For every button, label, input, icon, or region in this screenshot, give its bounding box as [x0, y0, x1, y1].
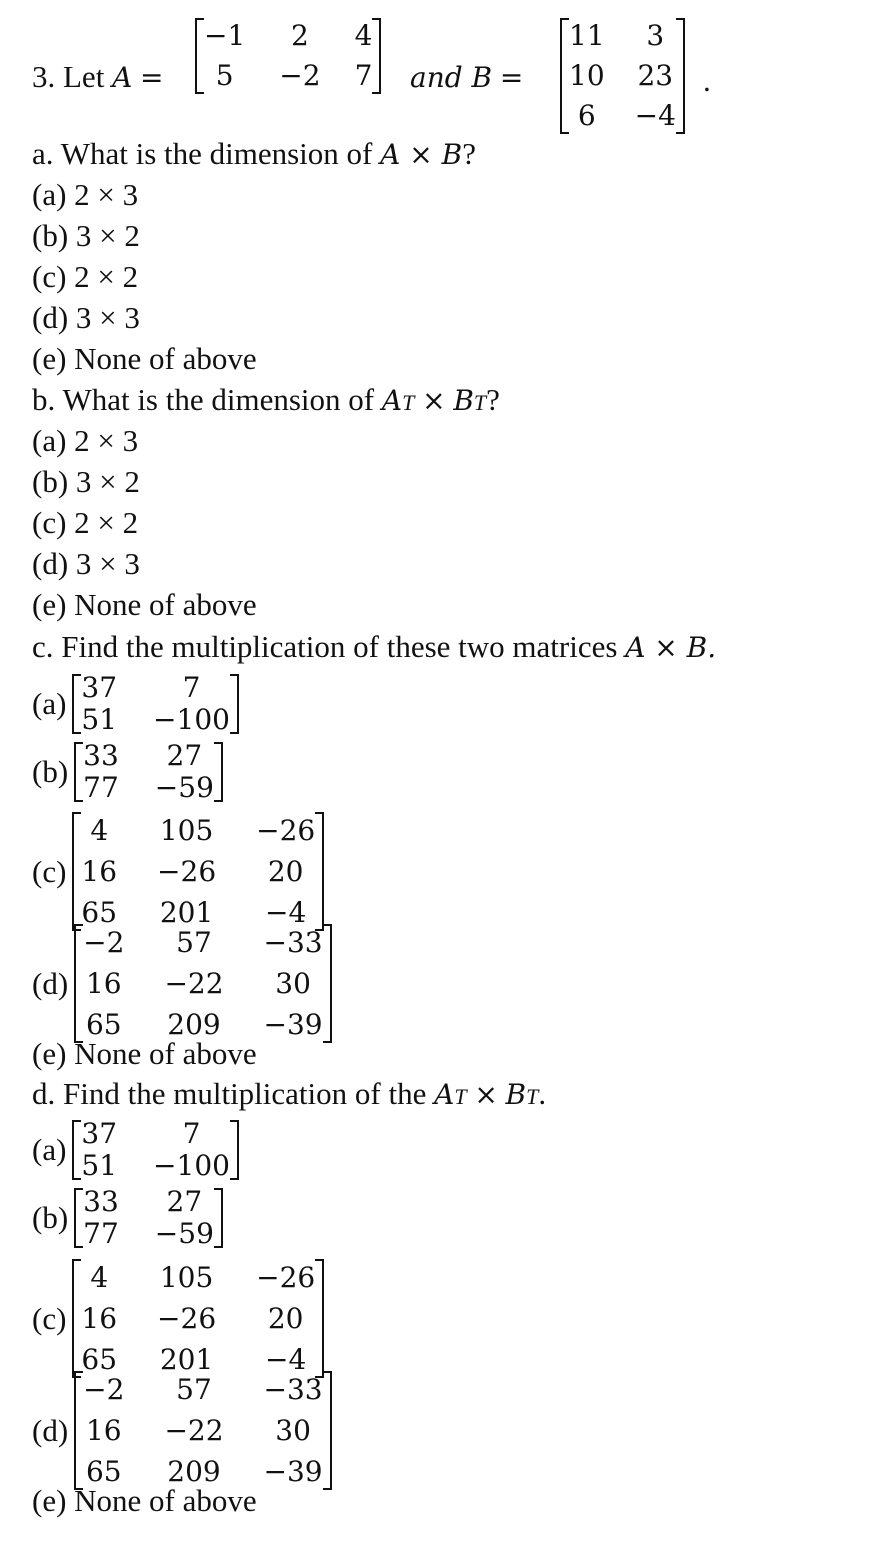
matrix-cell: 20: [267, 855, 304, 888]
matrix-cell: −39: [263, 1008, 323, 1041]
question-b-suffix: ?: [486, 382, 500, 417]
matrix-cell: 51: [81, 1149, 118, 1182]
question-b: [32, 381, 500, 422]
option-c-d-row: [32, 922, 332, 1045]
question-c-text: c. Find the multiplication of these two matrices: [32, 629, 618, 664]
option-c-d-matrix: [74, 922, 331, 1045]
option-c-a-row: [32, 672, 239, 736]
matrix-cell: 65: [85, 1008, 122, 1041]
matrix-cell: 209: [167, 1455, 221, 1488]
question-d-t1: T: [454, 1084, 467, 1109]
matrix-cell: 23: [637, 59, 674, 92]
matrix-cell: 4: [90, 814, 109, 847]
matrix-body: [72, 1257, 324, 1380]
matrix-body: [74, 1369, 331, 1492]
option-c-c-row: [32, 810, 324, 933]
option-b-b: (b) 3 × 2: [32, 464, 140, 499]
matrix-cell: 16: [85, 967, 122, 1000]
option-d-b-row: [32, 1186, 223, 1250]
matrix-cell: 37: [81, 1117, 118, 1150]
matrix-cell: 6: [577, 99, 596, 132]
option-a-e: (e) None of above: [32, 341, 257, 376]
question-d-a: A: [434, 1078, 455, 1111]
problem-intro: [32, 58, 164, 97]
matrix-body: [195, 16, 381, 96]
matrix-cell: −4: [265, 1343, 307, 1376]
option-d-d-matrix: [74, 1369, 331, 1492]
matrix-cell: 7: [354, 59, 373, 92]
matrix-cell: 4: [90, 1261, 109, 1294]
question-d: [32, 1075, 546, 1116]
matrix-cell: 16: [81, 1302, 118, 1335]
question-d-suffix: .: [538, 1076, 547, 1111]
matrix-cell: 201: [159, 896, 214, 929]
matrix-cell: −26: [256, 814, 316, 847]
matrix-cell: −4: [265, 896, 307, 929]
intro-text: 3. Let: [32, 59, 105, 94]
matrix-cell: 77: [83, 771, 119, 804]
matrix-cell: 30: [275, 967, 311, 1000]
question-b-a: A: [381, 384, 403, 417]
matrix-cell: −1: [204, 19, 246, 52]
option-a-b: (b) 3 × 2: [32, 218, 140, 253]
question-a-math: A × B: [380, 138, 463, 171]
matrix-cell: −4: [634, 99, 676, 132]
question-a: [32, 135, 476, 174]
matrix-cell: −26: [256, 1261, 316, 1294]
matrix-cell: 11: [569, 19, 605, 52]
option-d-a-row: [32, 1118, 239, 1182]
option-a-c: (c) 2 × 2: [32, 259, 139, 294]
matrix-cell: −100: [153, 1149, 230, 1182]
matrix-body: [560, 16, 685, 136]
matrix-cell: 20: [267, 1302, 304, 1335]
option-a-d: (d) 3 × 3: [32, 300, 140, 335]
matrix-cell: 33: [83, 739, 119, 772]
matrix-cell: −33: [263, 1373, 323, 1406]
period: .: [703, 63, 711, 98]
matrix-cell: −100: [153, 703, 230, 736]
option-d-a-label: (a): [32, 1132, 67, 1167]
matrix-cell: −39: [263, 1455, 323, 1488]
option-c-b-matrix: [74, 740, 223, 804]
option-c-a-matrix: [72, 672, 239, 736]
matrix-B-def: [560, 16, 685, 136]
question-d-times: ×: [474, 1078, 498, 1111]
option-b-e: (e) None of above: [32, 587, 257, 622]
option-d-c-label: (c): [32, 1300, 67, 1336]
question-b-times: ×: [422, 384, 446, 417]
question-c: [32, 628, 716, 667]
option-c-c-matrix: [72, 810, 324, 933]
matrix-cell: 65: [81, 1343, 118, 1376]
question-d-text: d. Find the multiplication of the: [32, 1076, 427, 1111]
question-b-t2: T: [473, 390, 487, 415]
matrix-cell: 3: [646, 19, 665, 52]
matrix-cell: 2: [291, 19, 309, 52]
option-d-c-row: [32, 1257, 324, 1380]
question-c-math: A × B.: [625, 631, 717, 664]
matrix-cell: 4: [354, 19, 373, 52]
matrix-cell: 65: [81, 896, 118, 929]
matrix-body: [74, 1186, 223, 1250]
option-b-c: (c) 2 × 2: [32, 505, 139, 540]
matrix-cell: 57: [176, 926, 212, 959]
matrix-cell: 16: [85, 1414, 122, 1447]
matrix-cell: 105: [159, 814, 214, 847]
matrix-cell: 5: [215, 59, 234, 92]
matrix-cell: 27: [166, 739, 203, 772]
matrix-cell: 37: [81, 671, 118, 704]
matrix-body: [74, 922, 331, 1045]
matrix-cell: 33: [83, 1185, 119, 1218]
matrix-cell: −2: [83, 1373, 125, 1406]
matrix-cell: 16: [81, 855, 118, 888]
matrix-cell: −59: [154, 1217, 214, 1250]
option-c-c-label: (c): [32, 853, 67, 889]
matrix-cell: 30: [275, 1414, 311, 1447]
question-b-t1: T: [402, 390, 415, 415]
matrix-body: [72, 1118, 239, 1182]
matrix-body: [72, 810, 324, 933]
and-b-label: and B: [410, 61, 493, 94]
question-b-text: b. What is the dimension of: [32, 382, 375, 417]
matrix-cell: 209: [167, 1008, 221, 1041]
matrix-cell: 65: [85, 1455, 122, 1488]
equals-sign-2: =: [499, 61, 524, 94]
option-b-a: (a) 2 × 3: [32, 423, 139, 458]
matrix-cell: −2: [279, 59, 321, 92]
matrix-cell: −22: [164, 967, 224, 1000]
matrix-cell: −33: [263, 926, 323, 959]
matrix-cell: 51: [81, 703, 118, 736]
matrix-cell: −22: [164, 1414, 224, 1447]
matrix-body: [72, 672, 239, 736]
matrix-cell: 10: [569, 59, 605, 92]
question-a-suffix: ?: [462, 136, 476, 171]
matrix-cell: 77: [83, 1217, 119, 1250]
option-d-e: (e) None of above: [32, 1483, 257, 1518]
option-c-d-label: (d): [32, 965, 69, 1001]
option-b-d: (d) 3 × 3: [32, 546, 140, 581]
question-a-text: a. What is the dimension of: [32, 136, 373, 171]
matrix-cell: −59: [154, 771, 214, 804]
question-b-b: B: [453, 384, 474, 417]
and-b-text: [410, 58, 523, 97]
option-c-b-label: (b): [32, 754, 69, 789]
matrix-A-def: [195, 16, 381, 96]
matrix-cell: 105: [159, 1261, 214, 1294]
option-c-e: (e) None of above: [32, 1036, 257, 1071]
option-d-a-matrix: [72, 1118, 239, 1182]
question-d-t2: T: [526, 1084, 539, 1109]
matrix-cell: 7: [182, 671, 201, 704]
matrix-cell: 7: [182, 1117, 201, 1150]
option-d-d-label: (d): [32, 1412, 69, 1448]
matrix-cell: 27: [166, 1185, 203, 1218]
option-a-a: (a) 2 × 3: [32, 177, 139, 212]
option-c-b-row: [32, 740, 223, 804]
option-d-b-label: (b): [32, 1200, 69, 1235]
matrix-cell: 57: [176, 1373, 212, 1406]
option-c-a-label: (a): [32, 686, 67, 721]
matrix-cell: −26: [157, 855, 217, 888]
equals-sign: =: [140, 61, 164, 94]
option-d-c-matrix: [72, 1257, 324, 1380]
var-a: A: [112, 61, 133, 94]
matrix-cell: −2: [83, 926, 125, 959]
question-d-b: B: [505, 1078, 527, 1111]
matrix-cell: −26: [157, 1302, 217, 1335]
matrix-cell: 201: [159, 1343, 214, 1376]
option-d-b-matrix: [74, 1186, 223, 1250]
matrix-body: [74, 740, 223, 804]
option-d-d-row: [32, 1369, 332, 1492]
